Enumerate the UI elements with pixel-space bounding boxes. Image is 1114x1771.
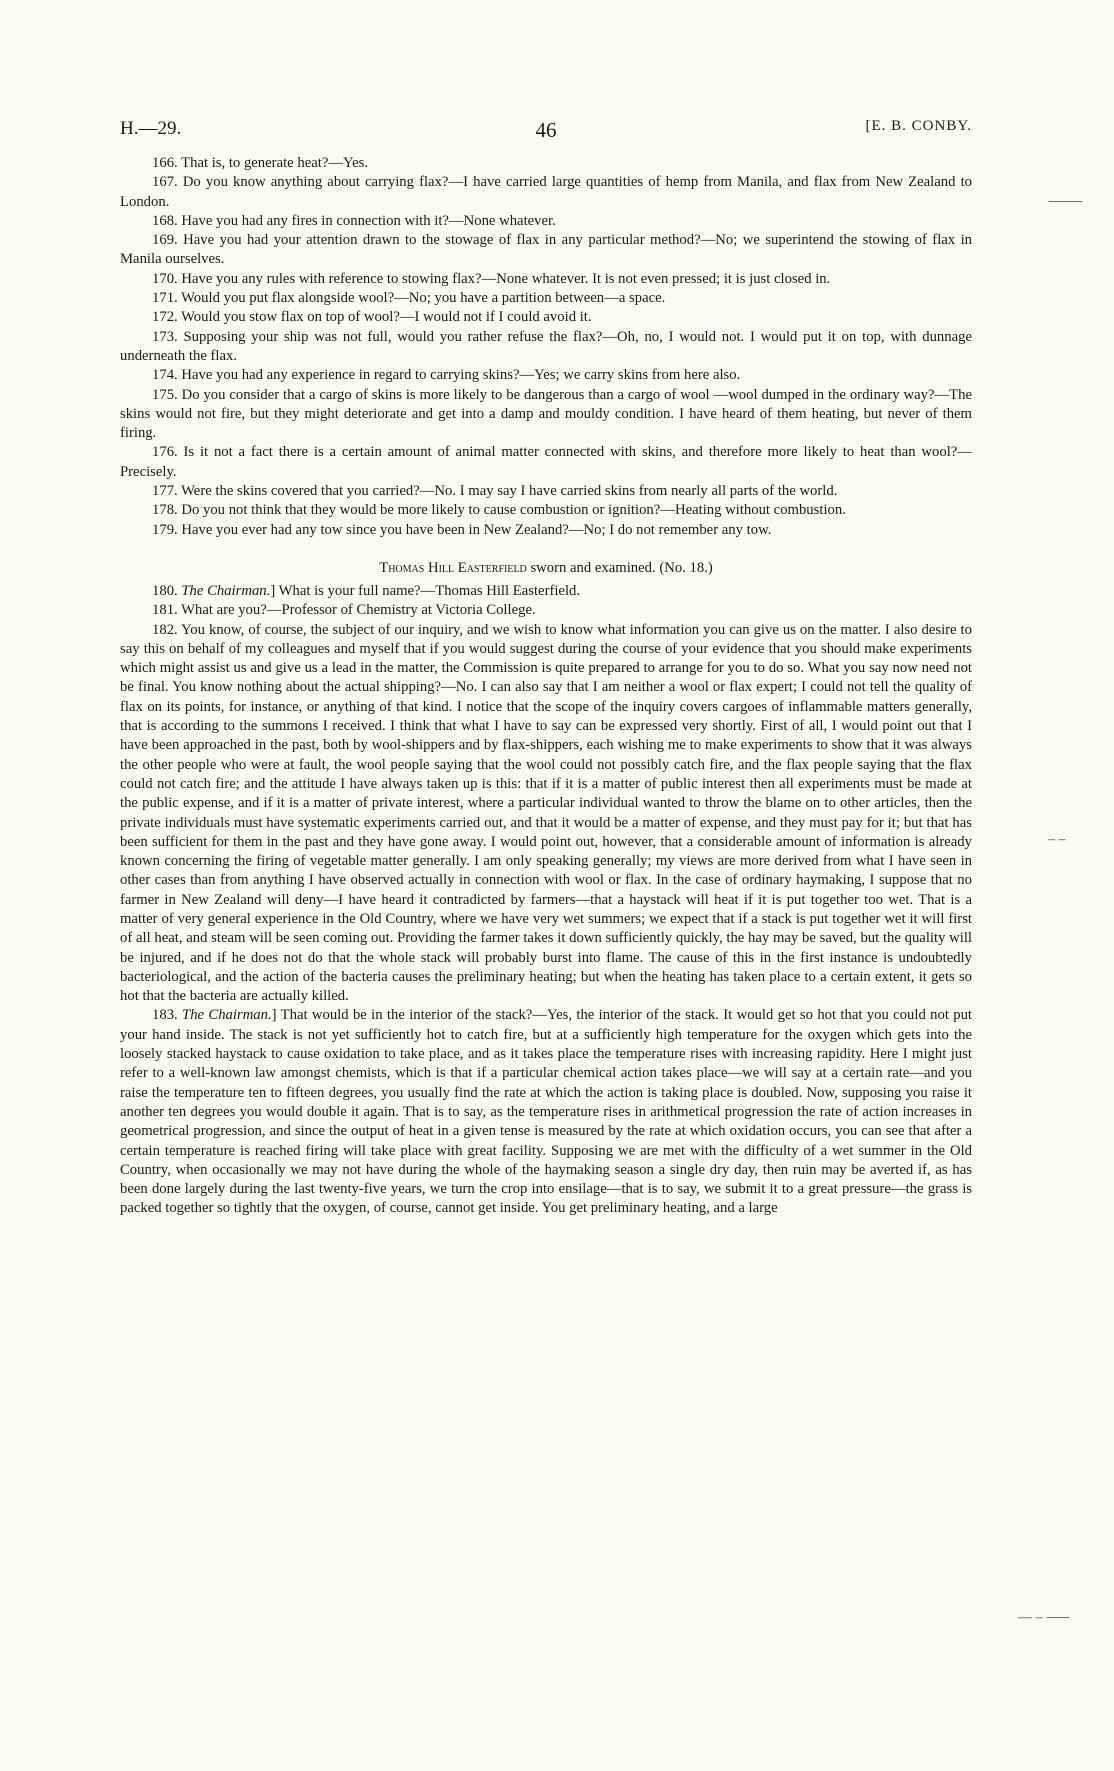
question-paragraph <box>120 328 972 367</box>
question-text: Do you not think that they would be more likely to cause combustion or ignition?—Heating without combustion. <box>181 502 846 519</box>
question-number: 179. <box>152 521 178 538</box>
question-number: 168. <box>152 212 178 229</box>
question-text: Have you had your attention drawn to the stowage of flax in any particular method?—No; we superintend the stowing of flax in Manila ourselves. <box>120 232 973 268</box>
question-text: Do you know anything about carrying flax?—I have carried large quantities of hemp from Manila, and flax from New Zealand to London. <box>120 174 973 210</box>
question-text: Have you ever had any tow since you have been in New Zealand?—No; I do not remember any tow. <box>181 521 772 538</box>
question-number: 166. <box>152 155 178 171</box>
question-number: 173. <box>152 328 178 345</box>
margin-pencil-mark: – – <box>1048 832 1066 847</box>
question-paragraph <box>120 308 972 327</box>
question-number: 180. <box>152 582 178 599</box>
question-text: Were the skins covered that you carried?—No. I may say I have carried skins from nearly all parts of the world. <box>181 483 838 500</box>
question-text: You know, of course, the subject of our inquiry, and we wish to know what information you can give us on the matter. I also desire to say this on behalf of my colleagues and myself that if you would suggest during the course of your evidence that you should make experiments which might assist us and give us a lead in the matter, the Commission is quite prepared to arrange for you to do so. What you say now need not be final. You know nothing about the actual shipping?—No. I can also say that I am neither a wool or flax expert; I could not tell the quality of flax on its points, for instance, or anything of that kind. I notice that the scope of the inquiry covers cargoes of inflammable matters generally, that is according to the summons I received. I think that what I have to say can be expressed very shortly. First of all, I would point out that I have been approached in the past, both by wool-shippers and by flax-shippers, each wishing me to make experiments to show that it was always the other people who were at fault, the wool people saying that the wool could not possibly catch fire, and the flax people saying that the flax could not catch fire; and the attitude I have always taken up is this: that if it is a matter of public interest then all experiments must be made at the public expense, and if it is a matter of private interest, where a particular individual wanted to throw the blame on to other articles, then the private individuals must have systematic experiments carried out, and that it would be a matter of expense, and they must pay for it; but that has been sufficient for them in the past and they have gone away. I would point out, however, that a considerable amount of information is already known concerning the firing of vegetable matter generally. I am only speaking generally; my views are more derived from what I have seen in other cases than from anything I have observed actually in connection with wool or flax. In the case of ordinary haymaking, I suppose that no farmer in New Zealand will deny—I have heard it contradicted by farmers—that a haystack will heat if it is put together too wet. That is a matter of very general experience in the Old Country, where we have very wet summers; we expect that if a stack is put together wet it will first of all heat, and steam will be seen coming out. Providing the farmer takes it down sufficiently quickly, the hay may be saved, but the quality will be injured, and if he does not do that the whole stack will probably burst into flame. The cause of this in the first instance is undoubtedly bacteriological, and the action of the bacteria causes the preliminary heating; but when the heating has taken place to a certain extent, it gets so hot that the bacteria are actually killed. <box>120 621 972 1005</box>
question-text: Supposing your ship was not full, would you rather refuse the flax?—Oh, no, I would not. I would put it on top, with dunnage underneath the flax. <box>120 328 972 364</box>
question-paragraph <box>120 386 972 444</box>
question-paragraph <box>120 212 972 231</box>
question-paragraph <box>120 366 972 385</box>
question-number: 182. <box>152 621 178 638</box>
question-paragraph <box>120 231 972 270</box>
question-text: Would you stow flax on top of wool?—I would not if I could avoid it. <box>181 309 592 326</box>
question-number: 172. <box>152 309 178 326</box>
witness2-section <box>120 582 972 1219</box>
question-paragraph <box>120 173 972 212</box>
question-text: What are you?—Professor of Chemistry at Victoria College. <box>181 602 536 619</box>
question-number: 176. <box>152 444 178 461</box>
question-paragraph <box>120 521 972 540</box>
question-text: Do you consider that a cargo of skins is more likely to be dangerous than a cargo of wool —wool dumped in the ordinary way?—The skins would not fire, but they might deteriorate and get into a damp and mouldy condition. I have heard of them heating, but never of them firing. <box>120 386 972 442</box>
question-number: 167. <box>152 174 178 191</box>
witness-heading <box>120 558 972 578</box>
question-number: 169. <box>152 232 178 249</box>
page-header <box>120 118 972 154</box>
question-text: Have you any rules with reference to stowing flax?—None whatever. It is not even pressed; it is just closed in. <box>181 270 831 287</box>
question-text: Would you put flax alongside wool?—No; you have a partition between—a space. <box>181 290 666 307</box>
question-text: Is it not a fact there is a certain amount of animal matter connected with skins, and therefore more likely to heat than wool?—Precisely. <box>120 444 973 480</box>
speaker-name: The Chairman. <box>181 582 271 599</box>
witness-heading-rest: sworn and examined. (No. 18.) <box>526 559 713 576</box>
question-number: 170. <box>152 270 178 287</box>
witness-name: Thomas Hill Easterfield <box>379 559 527 576</box>
question-text: That is, to generate heat?—Yes. <box>181 155 369 171</box>
question-paragraph <box>120 482 972 501</box>
witness-reference: [E. B. CONBY. <box>865 118 972 134</box>
question-paragraph <box>120 443 972 482</box>
question-paragraph <box>120 582 972 601</box>
question-number: 181. <box>152 602 178 619</box>
margin-pencil-mark: ⸻ <box>1048 194 1083 209</box>
witness1-section <box>120 154 972 540</box>
margin-pencil-mark: — – ⸺ <box>1018 1610 1070 1625</box>
speaker-name: The Chairman. <box>182 1007 272 1024</box>
document-reference: H.—29. <box>120 118 182 139</box>
document-page <box>120 118 972 1219</box>
page-number: 46 <box>535 118 557 142</box>
question-number: 178. <box>152 502 178 519</box>
question-paragraph <box>120 289 972 308</box>
question-paragraph <box>120 270 972 289</box>
question-number: 171. <box>152 290 178 307</box>
question-number: 183. <box>152 1007 178 1024</box>
question-paragraph <box>120 154 972 173</box>
question-paragraph <box>120 501 972 520</box>
question-number: 177. <box>152 483 178 500</box>
question-paragraph <box>120 621 972 1007</box>
question-text: Have you had any experience in regard to carrying skins?—Yes; we carry skins from here also. <box>181 367 741 384</box>
question-paragraph <box>120 1006 972 1218</box>
question-number: 175. <box>152 386 178 403</box>
question-paragraph <box>120 601 972 620</box>
question-text: ] That would be in the interior of the stack?—Yes, the interior of the stack. It would get so hot that you could not put your hand inside. The stack is not yet sufficiently hot to catch fire, but at a sufficiently high temperature for the oxygen which gets into the loosely stacked haystack to cause oxidation to take place, and as it takes place the temperature rises with increasing rapidity. Here I might just refer to a well-known law amongst chemists, which is that if a particular chemical action takes place—we will say at a certain rate—and you raise the temperature ten to fifteen degrees, you usually find the rate at which the action is taking place is doubled. Now, supposing you raise it another ten degrees you would double it again. That is to say, as the temperature rises in arithmetical progression the rate of action increases in geometrical progression, and since the output of heat in a given tense is measured by the rate at which oxidation occurs, you can see that after a certain temperature is reached firing will take place with great facility. Supposing we are met with the difficulty of a wet summer in the Old Country, when occasionally we may not have during the whole of the haymaking season a single dry day, then ruin may be averted if, as has been done largely during the last twenty-five years, we turn the crop into ensilage—that is to say, we submit it to a great pressure—the grass is packed together so tightly that the oxygen, of course, cannot get inside. You get preliminary heating, and a large <box>120 1007 973 1217</box>
question-text: ] What is your full name?—Thomas Hill Easterfield. <box>270 582 581 599</box>
question-number: 174. <box>152 367 178 384</box>
question-text: Have you had any fires in connection with it?—None whatever. <box>181 212 556 229</box>
